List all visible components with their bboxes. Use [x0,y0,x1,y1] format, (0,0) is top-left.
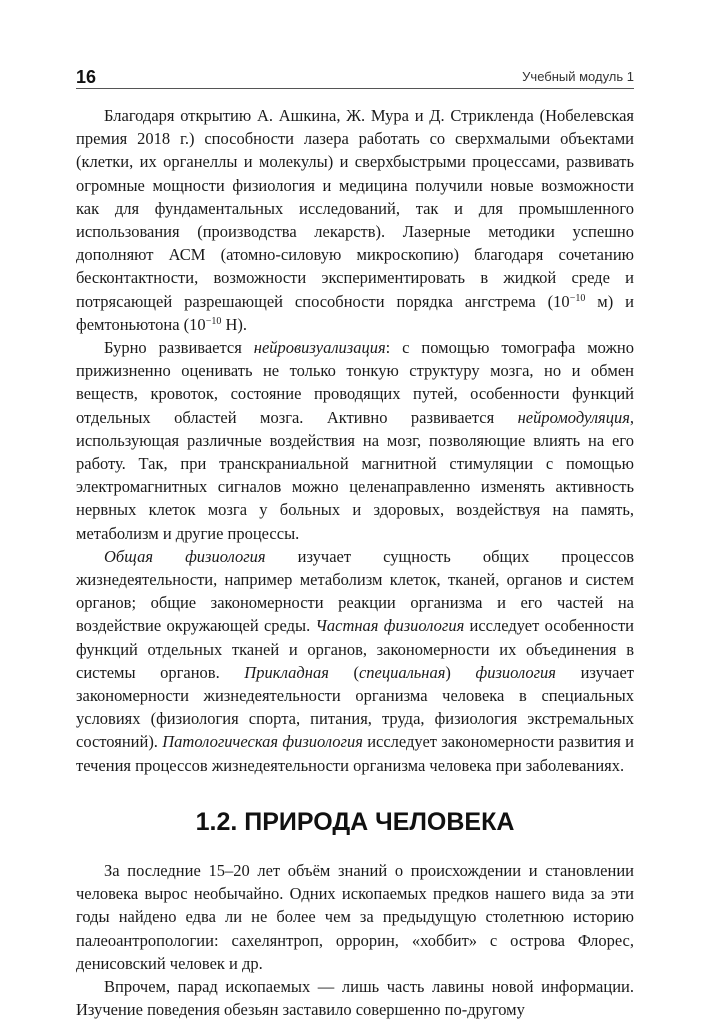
paragraph-human-origin: За последние 15–20 лет объём знаний о происхождении и становлении человека вырос необычайно. Одних ископаемых предков нашего вида за эти годы найдено едва ли не более чем за предыдущую столетнюю историю палеоантропологии: сахелянтроп, оррорин, «хоббит» с острова Флорес, денисовский человек и др. [76,860,634,973]
page-header [76,66,634,89]
paragraph-physiology-types: Общая физиология изучает сущность общих процессов жизнедеятельности, например метаболизм клеток, тканей, органов и систем органов; общие закономерности реакции организма и его частей на воздействие окружающей среды. Частная физиология исследует особенности функций отдельных тканей и органов, закономерности их объединения в системы органов. Прикладная (специальная) физиология изучает закономерности жизнедеятельности организма человека в специальных условиях (физиология спорта, питания, труда, физиология экстремальных состояний). Патологическая физиология исследует закономерности развития и течения процессов жизнедеятельности организма человека при заболеваниях. [76,546,635,775]
paragraph-neuro: Бурно развивается нейровизуализация: с помощью томографа можно прижизненно оценивать не только тонкую структуру мозга, но и обмен веществ, кровоток, состояние проводящих путей, особенности функций отдельных областей мозга. Активно развивается нейромодуляция, использующая различные воздействия на мозг, позволяющие влиять на его работу. Так, при транскраниальной магнитной стимуляции с помощью электромагнитных сигналов можно целенаправленно изменять активность нервных клеток мозга у больных и здоровых, воздействуя на память, метаболизм и другие процессы. [76,338,634,543]
paragraph-laser: Благодаря открытию А. Ашкина, Ж. Мура и Д. Стрикленда (Нобелевская премия 2018 г.) способности лазера работать со сверхмалыми объектами (клетки, их органеллы и молекулы) и сверхбыстрыми процессами, развивать огромные мощности физиология и медицина получили новые возможности как для фундаментальных исследований, так и для промышленного использования (производства лекарств). Лазерные методики успешно дополняют АСМ (атомно-силовую микроскопию) благодаря сочетанию бесконтактности, возможности экспериментировать в жидкой среде и потрясающей разрешающей способности порядка ангстрема ($10^{-10}$ м) и фемтоньютона ($10^{-10}$ Н). [76,106,634,334]
section-heading: 1.2. ПРИРОДА ЧЕЛОВЕКА [195,807,515,836]
running-title: Учебный модуль 1 [522,69,634,84]
paragraph-fossils: Впрочем, парад ископаемых — лишь часть лавины новой информации. Изучение поведения обезьян заставило совершенно по-другому [76,976,634,1020]
page-number: 16 [76,67,97,87]
body-text [76,104,634,1021]
